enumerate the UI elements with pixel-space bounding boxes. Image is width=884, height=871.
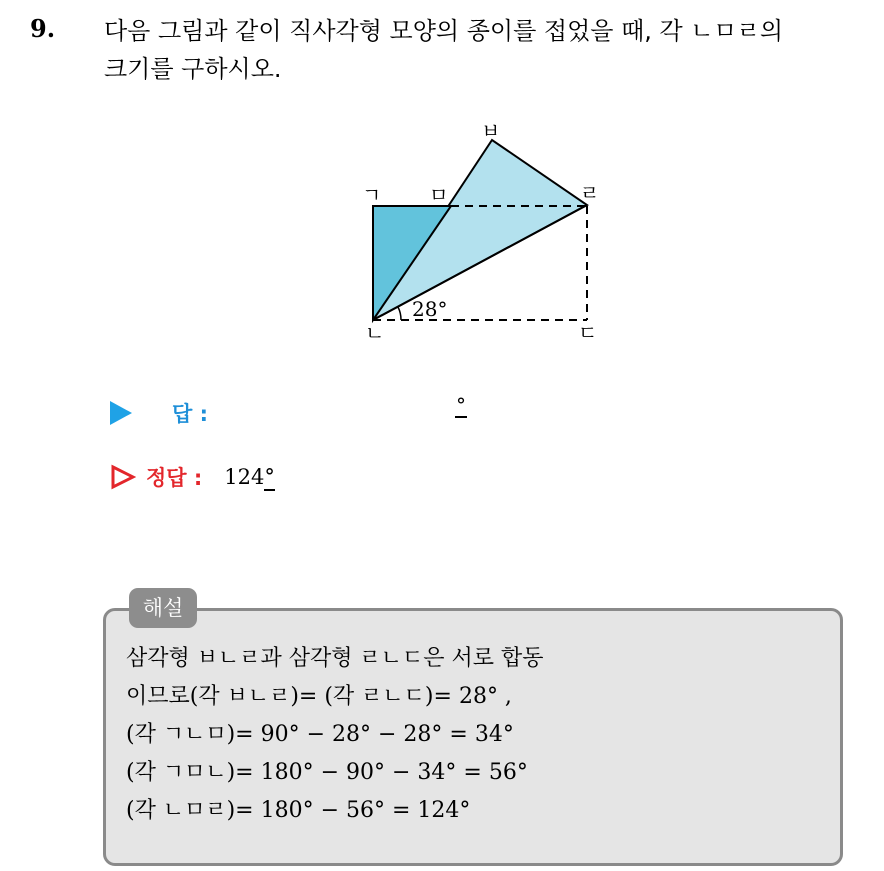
vertex-label-d: ㄷ <box>578 321 598 345</box>
vertex-label-r: ㄹ <box>580 181 600 205</box>
solution-line-2: 이므로(각 ㅂㄴㄹ)= (각 ㄹㄴㄷ)= 28° , <box>126 684 512 709</box>
question-line-1: 다음 그림과 같이 직사각형 모양의 종이를 접었을 때, 각 ㄴㅁㄹ의 <box>104 17 784 45</box>
answer-unit: ° <box>456 393 466 417</box>
vertex-label-b: ㅂ <box>481 119 501 143</box>
angle-arc <box>398 307 401 320</box>
solution-line-3: (각 ㄱㄴㅁ)= 90° − 28° − 28° = 34° <box>126 722 514 747</box>
folded-rectangle-figure <box>350 118 630 348</box>
play-arrow-icon <box>110 401 132 425</box>
vertex-label-g: ㄱ <box>362 183 382 207</box>
solution-text <box>126 640 544 830</box>
correct-answer-number: 124 <box>224 465 265 489</box>
answer-label: 답 : <box>172 402 208 426</box>
correct-answer-value <box>224 465 275 489</box>
angle-label-28: 28° <box>412 297 448 321</box>
solution-tag: 해설 <box>129 588 197 628</box>
answer-blank[interactable] <box>455 393 467 418</box>
correct-answer-label: 정답 : <box>146 466 203 490</box>
outline-play-arrow-icon <box>110 464 136 490</box>
solution-line-5: (각 ㄴㅁㄹ)= 180° − 56° = 124° <box>126 798 471 823</box>
vertex-label-m: ㅁ <box>429 183 449 207</box>
question-line-2: 크기를 구하시오. <box>104 55 282 83</box>
question-number: 9. <box>30 14 56 43</box>
solution-line-4: (각 ㄱㅁㄴ)= 180° − 90° − 34° = 56° <box>126 760 528 785</box>
correct-answer-row <box>110 462 275 492</box>
vertex-label-n: ㄴ <box>365 321 385 345</box>
solution-line-1: 삼각형 ㅂㄴㄹ과 삼각형 ㄹㄴㄷ은 서로 합동 <box>126 646 544 671</box>
correct-answer-unit: ° <box>264 465 275 489</box>
answer-row <box>110 398 208 428</box>
question-text <box>104 12 864 88</box>
